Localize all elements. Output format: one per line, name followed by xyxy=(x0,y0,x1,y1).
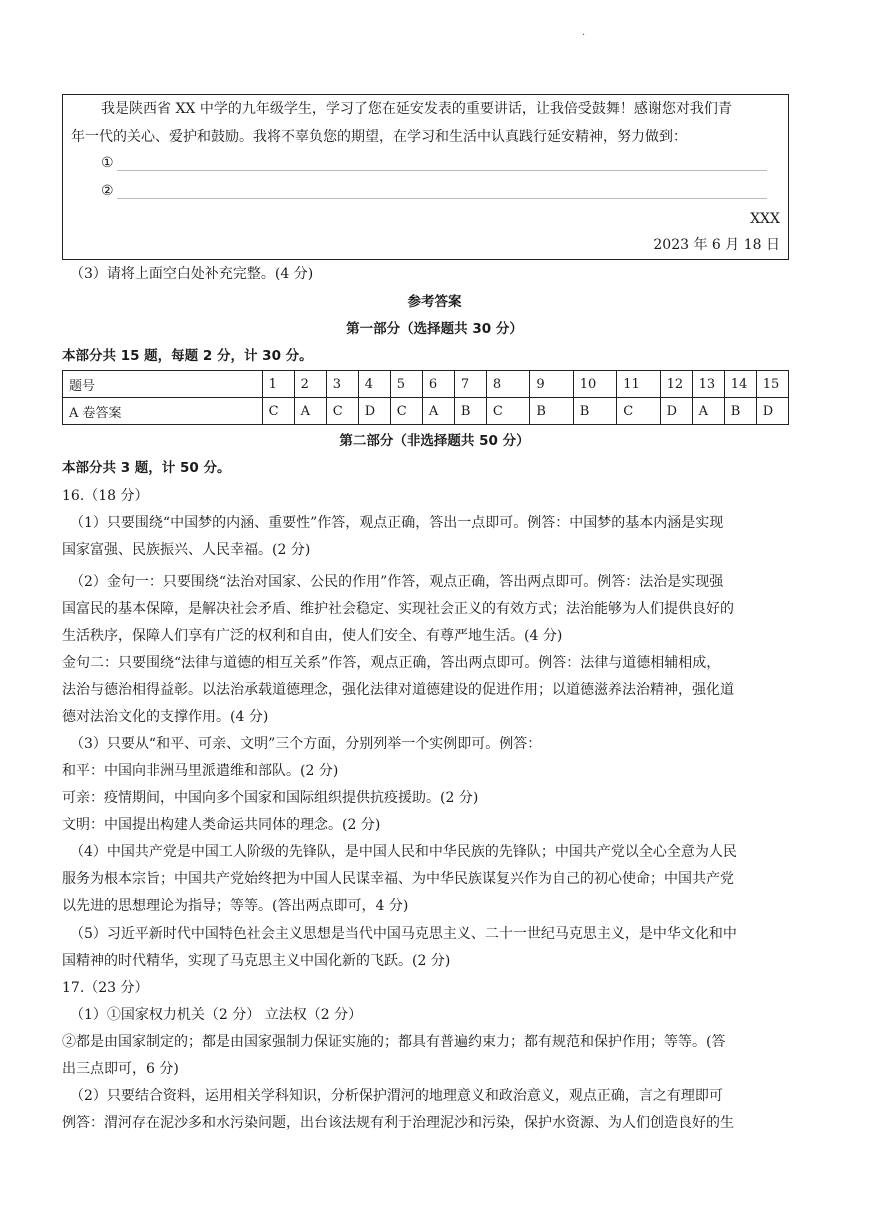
answer-table xyxy=(62,370,789,425)
answer-text-line: 例答：渭河存在泥沙多和水污染问题，出台该法规有利于治理泥沙和污染，保护水资源、为人们创造良好的生 xyxy=(62,1115,734,1131)
answer-cell: C xyxy=(326,398,358,425)
answer-cell: D xyxy=(660,398,692,425)
letter-box xyxy=(62,94,789,260)
answer-text-line: 和平：中国向非洲马里派遣维和部队。(2 分) xyxy=(62,763,339,779)
letter-date: 2023 年 6 月 18 日 xyxy=(653,237,780,253)
answer-text-line: 服务为根本宗旨；中国共产党始终把为中国人民谋幸福、为中华民族谋复兴作为自己的初心使命；中国共产党 xyxy=(62,871,734,887)
answer-row-label: A 卷答案 xyxy=(63,398,263,425)
answer-text-line: （2）只要结合资料，运用相关学科知识，分析保护渭河的地理意义和政治意义，观点正确，言之有理即可 xyxy=(70,1088,723,1104)
question-number-label: 题号 xyxy=(63,371,263,398)
answer-text-line: 可亲：疫情期间，中国向多个国家和国际组织提供抗疫援助。(2 分) xyxy=(62,790,479,806)
question-number-cell: 11 xyxy=(617,371,660,398)
blank-line-2 xyxy=(101,183,767,199)
blank-line-1 xyxy=(101,155,767,171)
blank-number-2: ② xyxy=(101,183,114,199)
answer-text-line: 法治与德治相得益彰。以法治承载道德理念，强化法律对道德建设的促进作用；以道德滋养法治精神，强化道 xyxy=(62,682,734,698)
answer-text-line: （1）①国家权力机关（2 分） 立法权（2 分） xyxy=(70,1007,363,1023)
question-number-cell: 4 xyxy=(358,371,390,398)
part2-note: 本部分共 3 题，计 50 分。 xyxy=(62,460,231,476)
answer-text-line: （5）习近平新时代中国特色社会主义思想是当代中国马克思主义、二十一世纪马克思主义，是中华文化和中 xyxy=(70,926,737,942)
answer-cell: B xyxy=(530,398,573,425)
answer-cell: D xyxy=(756,398,788,425)
answer-text-line: 德对法治文化的支撑作用。(4 分) xyxy=(62,709,269,725)
question-number-cell: 3 xyxy=(326,371,358,398)
answer-text-line: （4）中国共产党是中国工人阶级的先锋队，是中国人民和中华民族的先锋队；中国共产党以全心全意为人民 xyxy=(70,844,737,860)
question-number-cell: 12 xyxy=(660,371,692,398)
answer-text-line: （3）只要从“和平、可亲、文明”三个方面，分别列举一个实例即可。例答： xyxy=(70,736,542,752)
answer-text-line: （1）只要围绕“中国梦的内涵、重要性”作答，观点正确，答出一点即可。例答：中国梦的基本内涵是实现 xyxy=(70,515,724,531)
answer-text-line: （2）金句一：只要围绕“法治对国家、公民的作用”作答，观点正确，答出两点即可。例答：法治是实现强 xyxy=(70,574,724,590)
letter-signature: XXX xyxy=(750,211,780,227)
question-number-cell: 15 xyxy=(756,371,788,398)
part1-note: 本部分共 15 题，每题 2 分，计 30 分。 xyxy=(62,348,313,364)
answer-text-line: 16.（18 分） xyxy=(62,488,149,504)
answer-text-line: 文明：中国提出构建人类命运共同体的理念。(2 分) xyxy=(62,817,381,833)
question-number-cell: 6 xyxy=(422,371,454,398)
answer-cell: A xyxy=(692,398,724,425)
answer-cell: A xyxy=(294,398,326,425)
answer-text-line: 国家富强、民族振兴、人民幸福。(2 分) xyxy=(62,542,311,558)
answer-text-line: 生活秩序，保障人们享有广泛的权利和自由，使人们安全、有尊严地生活。(4 分) xyxy=(62,628,563,644)
answer-text-line: 国富民的基本保障，是解决社会矛盾、维护社会稳定、实现社会正义的有效方式；法治能够为人们提供良好的 xyxy=(62,601,734,617)
question-number-cell: 9 xyxy=(530,371,573,398)
answer-table-header-row xyxy=(63,371,789,398)
answers-title: 参考答案 xyxy=(407,294,462,310)
answer-cell: B xyxy=(454,398,486,425)
question-number-cell: 5 xyxy=(390,371,422,398)
answer-text-line: 以先进的思想理论为指导；等等。(答出两点即可，4 分) xyxy=(62,898,409,914)
answer-table-answer-row xyxy=(63,398,789,425)
part1-title: 第一部分（选择题共 30 分） xyxy=(346,321,523,337)
answer-text-line: 17.（23 分） xyxy=(62,980,149,996)
blank-number-1: ① xyxy=(101,155,114,171)
question-number-cell: 1 xyxy=(262,371,294,398)
answer-cell: A xyxy=(422,398,454,425)
answer-cell: C xyxy=(262,398,294,425)
answer-text-line: 金句二：只要围绕“法律与道德的相互关系”作答，观点正确，答出两点即可。例答：法律与道德相辅相成， xyxy=(62,655,721,671)
question-number-cell: 13 xyxy=(692,371,724,398)
question-number-cell: 8 xyxy=(486,371,529,398)
answer-cell: C xyxy=(390,398,422,425)
page-mark: · xyxy=(582,30,586,41)
answer-cell: D xyxy=(358,398,390,425)
letter-line-1: 我是陕西省 XX 中学的九年级学生，学习了您在延安发表的重要讲话，让我倍受鼓舞！感谢您对我们青 xyxy=(101,101,732,117)
question-3-prompt: （3）请将上面空白处补充完整。(4 分) xyxy=(70,266,314,282)
question-number-cell: 7 xyxy=(454,371,486,398)
answer-cell: B xyxy=(573,398,616,425)
answer-text-line: ②都是由国家制定的；都是由国家强制力保证实施的；都具有普遍约束力；都有规范和保护作用；等等。(答 xyxy=(62,1034,726,1050)
question-number-cell: 2 xyxy=(294,371,326,398)
question-number-cell: 14 xyxy=(724,371,756,398)
answer-text-line: 出三点即可，6 分) xyxy=(62,1061,179,1077)
part2-title: 第二部分（非选择题共 50 分） xyxy=(339,433,530,449)
question-number-cell: 10 xyxy=(573,371,616,398)
answer-cell: C xyxy=(617,398,660,425)
answer-cell: B xyxy=(724,398,756,425)
letter-line-2: 年一代的关心、爱护和鼓励。我将不辜负您的期望，在学习和生活中认真践行延安精神，努力做到： xyxy=(71,129,687,145)
answer-text-line: 国精神的时代精华，实现了马克思主义中国化新的飞跃。(2 分) xyxy=(62,953,451,969)
answer-cell: C xyxy=(486,398,529,425)
